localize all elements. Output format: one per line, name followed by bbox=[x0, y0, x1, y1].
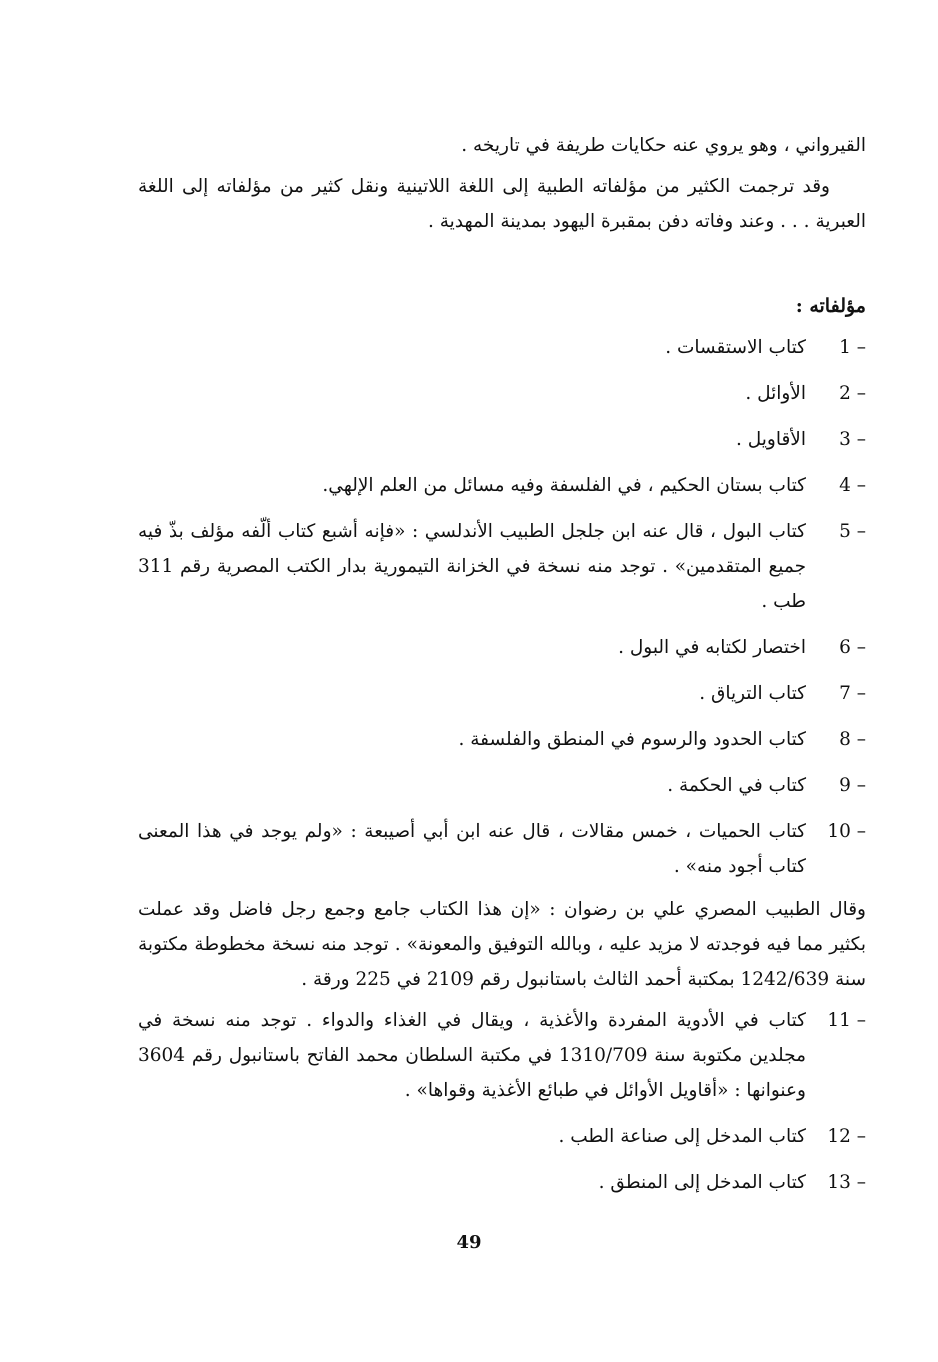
item-text: كتاب الاستقسات . bbox=[665, 337, 806, 358]
item-text: الأقاويل . bbox=[735, 429, 806, 450]
item-text: كتاب بستان الحكيم ، في الفلسفة وفيه مسائل من العلم الإلهي. bbox=[322, 475, 806, 496]
item-text: كتاب الحميات ، خمس مقالات ، قال عنه ابن أبي أصيبعة : «ولم يوجد في هذا المعنى كتاب أجود منه» . bbox=[138, 821, 806, 877]
list-item-6 bbox=[138, 630, 866, 665]
item-text: كتاب الحدود والرسوم في المنطق والفلسفة . bbox=[458, 729, 806, 750]
list-item-5 bbox=[138, 514, 866, 619]
works-list-continued bbox=[138, 1003, 866, 1200]
list-item-3 bbox=[138, 422, 866, 457]
item-10-continuation: وقال الطبيب المصري علي بن رضوان : «إن هذا الكتاب جامع وجمع رجل فاضل وقد عملت بكثير مما فيه فوجدته لا مزيد عليه ، وبالله التوفيق والمعونة» . توجد منه نسخة مخطوطة مكتوبة سنة 1242/639 بمكتبة أحمد الثالث باستانبول رقم 2109 في 225 ورقة . bbox=[138, 899, 866, 990]
item-number: 13 – bbox=[827, 1172, 866, 1193]
list-item-8 bbox=[138, 722, 866, 757]
list-item-2 bbox=[138, 376, 866, 411]
item-number: 9 – bbox=[839, 775, 866, 796]
list-item-1 bbox=[138, 330, 866, 365]
list-item-10 bbox=[138, 814, 866, 884]
item-number: 8 – bbox=[839, 729, 866, 750]
section-heading: مؤلفاته : bbox=[795, 295, 866, 317]
intro-paragraph-1: القيرواني ، وهو يروي عنه حكايات طريفة في تاريخه . bbox=[461, 135, 866, 156]
list-item-12 bbox=[138, 1119, 866, 1154]
intro-paragraph-2: وقد ترجمت الكثير من مؤلفاته الطبية إلى اللغة اللاتينية ونقل كثير من مؤلفاته إلى اللغة العبرية . . . وعند وفاته دفن بمقبرة اليهود بمدينة المهدية . bbox=[138, 176, 866, 232]
item-number: 5 – bbox=[839, 521, 866, 542]
item-number: 12 – bbox=[827, 1126, 866, 1147]
item-number: 4 – bbox=[839, 475, 866, 496]
item-text: الأوائل . bbox=[745, 383, 806, 404]
item-number: 11 – bbox=[827, 1010, 866, 1031]
item-text: كتاب في الأدوية المفردة والأغذية ، ويقال في الغذاء والدواء . توجد منه نسخة في مجلدين مكتوبة سنة 1310/709 في مكتبة السلطان محمد الفاتح باستانبول رقم 3604 وعنوانها : «أقاويل الأوائل في طبائع الأغذية وقواها» . bbox=[138, 1010, 806, 1101]
item-number: 6 – bbox=[839, 637, 866, 658]
list-item-11 bbox=[138, 1003, 866, 1108]
item-number: 1 – bbox=[839, 337, 866, 358]
item-number: 10 – bbox=[827, 821, 866, 842]
works-list bbox=[138, 330, 866, 884]
item-text: كتاب البول ، قال عنه ابن جلجل الطبيب الأندلسي : «فإنه أشبع كتاب ألّفه مؤلف بذّ فيه جميع المتقدمين» . توجد منه نسخة في الخزانة التيمورية بدار الكتب المصرية رقم 311 طب . bbox=[138, 521, 806, 612]
item-text: كتاب في الحكمة . bbox=[667, 775, 806, 796]
item-number: 7 – bbox=[839, 683, 866, 704]
item-number: 2 – bbox=[839, 383, 866, 404]
page-content bbox=[138, 128, 866, 1200]
item-text: اختصار لكتابه في البول . bbox=[618, 637, 806, 658]
list-item-13 bbox=[138, 1165, 866, 1200]
item-text: كتاب المدخل إلى صناعة الطب . bbox=[558, 1126, 806, 1147]
list-item-4 bbox=[138, 468, 866, 503]
item-text: كتاب المدخل إلى المنطق . bbox=[598, 1172, 806, 1193]
page-number: 49 bbox=[456, 1232, 482, 1253]
item-number: 3 – bbox=[839, 429, 866, 450]
item-text: كتاب الترياق . bbox=[699, 683, 806, 704]
list-item-7 bbox=[138, 676, 866, 711]
list-item-9 bbox=[138, 768, 866, 803]
